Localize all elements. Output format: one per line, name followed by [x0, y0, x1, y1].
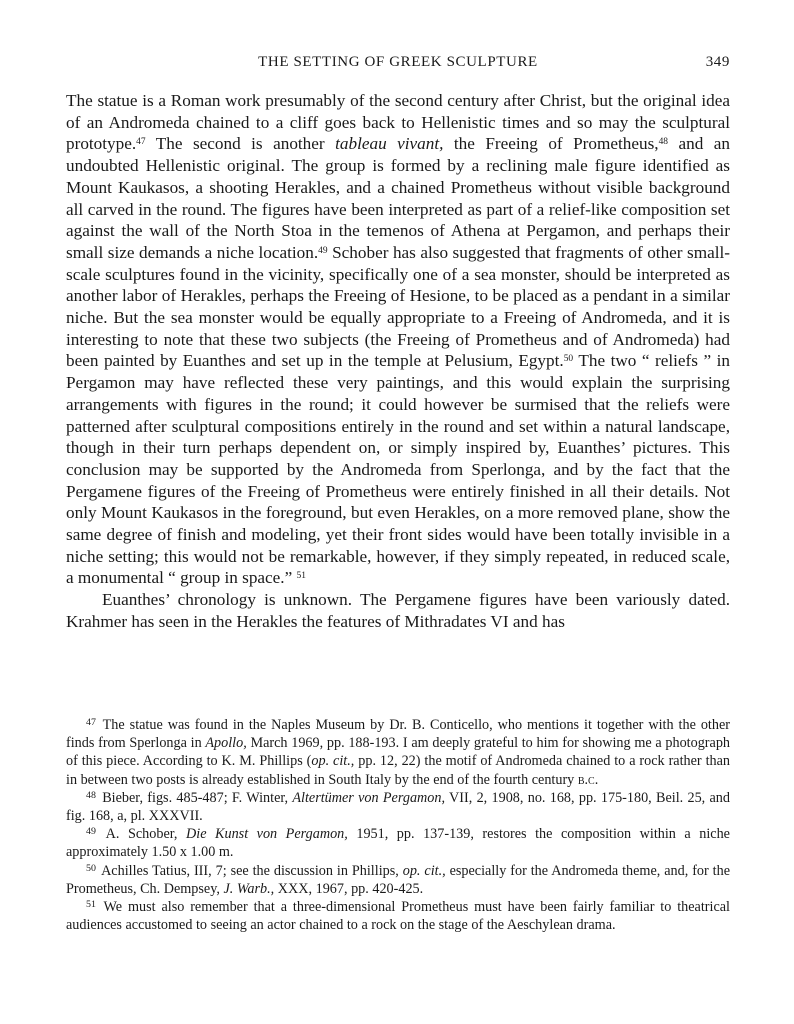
text-run-italic: Die Kunst von Pergamon,: [186, 826, 348, 843]
text-run-italic: J. Warb.,: [223, 880, 275, 897]
text-run-italic: Altertümer von Pergamon,: [292, 789, 446, 806]
text-run: We must also remember that a three-dimensional Prometheus must have been fairly familiar to theatrical audiences accustomed to seeing an actor chained to a rock on the stage of the Aeschylean drama.: [66, 899, 730, 934]
footnote-number: 48: [86, 789, 96, 801]
footnote-51: [66, 898, 730, 934]
footnote-49: [66, 825, 730, 861]
text-run: March 1969, pp. 188-193. I am deeply grateful to him for showing me a photograph of this piece. According to K. M. Phillips (: [66, 735, 731, 770]
text-run: A. Schober,: [97, 826, 186, 843]
text-run: XXX, 1967, pp. 420-425.: [274, 880, 424, 897]
running-head: [66, 54, 730, 78]
footnote-ref-48[interactable]: 48: [658, 137, 669, 148]
footnote-50: [66, 862, 730, 898]
text-run: The second is another: [145, 134, 336, 154]
footnote-number: 49: [86, 826, 96, 838]
footnote-48: [66, 789, 730, 825]
text-run: VII, 2, 1908, no. 168, pp. 175-180, Beil. 25, and fig. 168, a, pl. XXXVII.: [66, 789, 730, 825]
text-run: Achilles Tatius, III, 7; see the discussion in Phillips,: [97, 862, 403, 879]
footnote-number: 51: [86, 899, 96, 911]
footnote-ref-47[interactable]: 47: [136, 137, 146, 148]
footnote-ref-50[interactable]: 50: [563, 354, 574, 365]
running-title: THE SETTING OF GREEK SCULPTURE: [258, 54, 538, 70]
text-run: The statue was found in the Naples Museum by Dr. B. Conticello, who mentions it together with the other finds from Sperlonga in: [66, 717, 730, 752]
text-run: 1951, pp. 137-139, restores the composition within a niche approximately 1.50 x 1.00 m.: [66, 826, 730, 861]
text-run-italic: Apollo,: [205, 735, 247, 752]
paragraph-1: [66, 90, 730, 589]
text-run: Bieber, figs. 485-487; F. Winter,: [97, 789, 293, 806]
text-run: The statue is a Roman work presumably of the second century after Christ, but the original idea of an Andromeda chained to a cliff goes back to Hellenistic times and so may the sculptural prototype.: [66, 91, 730, 154]
text-run: the Freeing of Prometheus,: [443, 134, 659, 154]
footnote-number: 47: [86, 717, 96, 729]
text-run-italic: op. cit.,: [402, 862, 446, 879]
text-run-italic: op. cit.,: [311, 753, 355, 770]
text-run-smallcaps: b.c.: [577, 771, 599, 788]
text-run: especially for the Andromeda theme, and, for the Prometheus, Ch. Dempsey,: [66, 862, 730, 897]
text-run: The two “ reliefs ” in Pergamon may have reflected these very paintings, and this would explain the surprising arrangements with figures in the round; it could however be surmised that the reliefs were patterned after sculptural compositions entirely in the round and set within a natural landscape, though in their turn perhaps dependent on, or simply inspired by, Euanthes’ pictures. This conclusion may be supported by the Andromeda from Sperlonga, and by the fact that the Pergamene figures of the Freeing of Prometheus were entirely finished in all their details. Not only Mount Kaukasos in the foreground, but even Herakles, on a more removed plane, show the same degree of finish and modeling, yet their front sides would have been totally invisible in a niche setting; this would not be remarkable, however, if they simply repeated, in reduced scale, a monumental “ group in space.”: [66, 351, 730, 588]
footnote-number: 50: [86, 862, 96, 874]
footnote-ref-49[interactable]: 49: [318, 245, 328, 256]
footnote-47: [66, 716, 730, 789]
footnotes: [66, 716, 730, 934]
paragraph-2: Euanthes’ chronology is unknown. The Pergamene figures have been variously dated. Krahmer has seen in the Herakles the features of Mithradates VI and has: [66, 590, 730, 631]
footnote-ref-51[interactable]: 51: [296, 571, 306, 582]
body-text: [66, 90, 730, 633]
text-run-italic: tableau vivant,: [335, 134, 444, 154]
page-number: 349: [705, 54, 730, 70]
text-run: Schober has also suggested that fragments of other small-scale sculptures found in the vicinity, specifically one of a sea monster, should be interpreted as another labor of Herakles, perhaps the Freeing of Hesione, to be placed as a pendant in a similar niche. But the sea monster would be equally appropriate to a Freeing of Andromeda, and it is interesting to note that these two subjects (the Freeing of Prometheus and of Andromeda) had been painted by Euanthes and set up in the temple at Pelusium, Egypt.: [66, 242, 730, 371]
text-run: and an undoubted Hellenistic original. The group is formed by a reclining male figure identified as Mount Kaukasos, a shooting Herakles, and a chained Prometheus without visible background all carved in the round. The figures have been interpreted as part of a relief-like composition set against the wall of the North Stoa in the temenos of Athena at Pergamon, and perhaps their small size demands a niche location.: [66, 134, 730, 262]
text-run: pp. 12, 22) the motif of Andromeda chained to a rock rather than in between two posts is already established in South Italy by the end of the fourth century: [66, 753, 730, 788]
